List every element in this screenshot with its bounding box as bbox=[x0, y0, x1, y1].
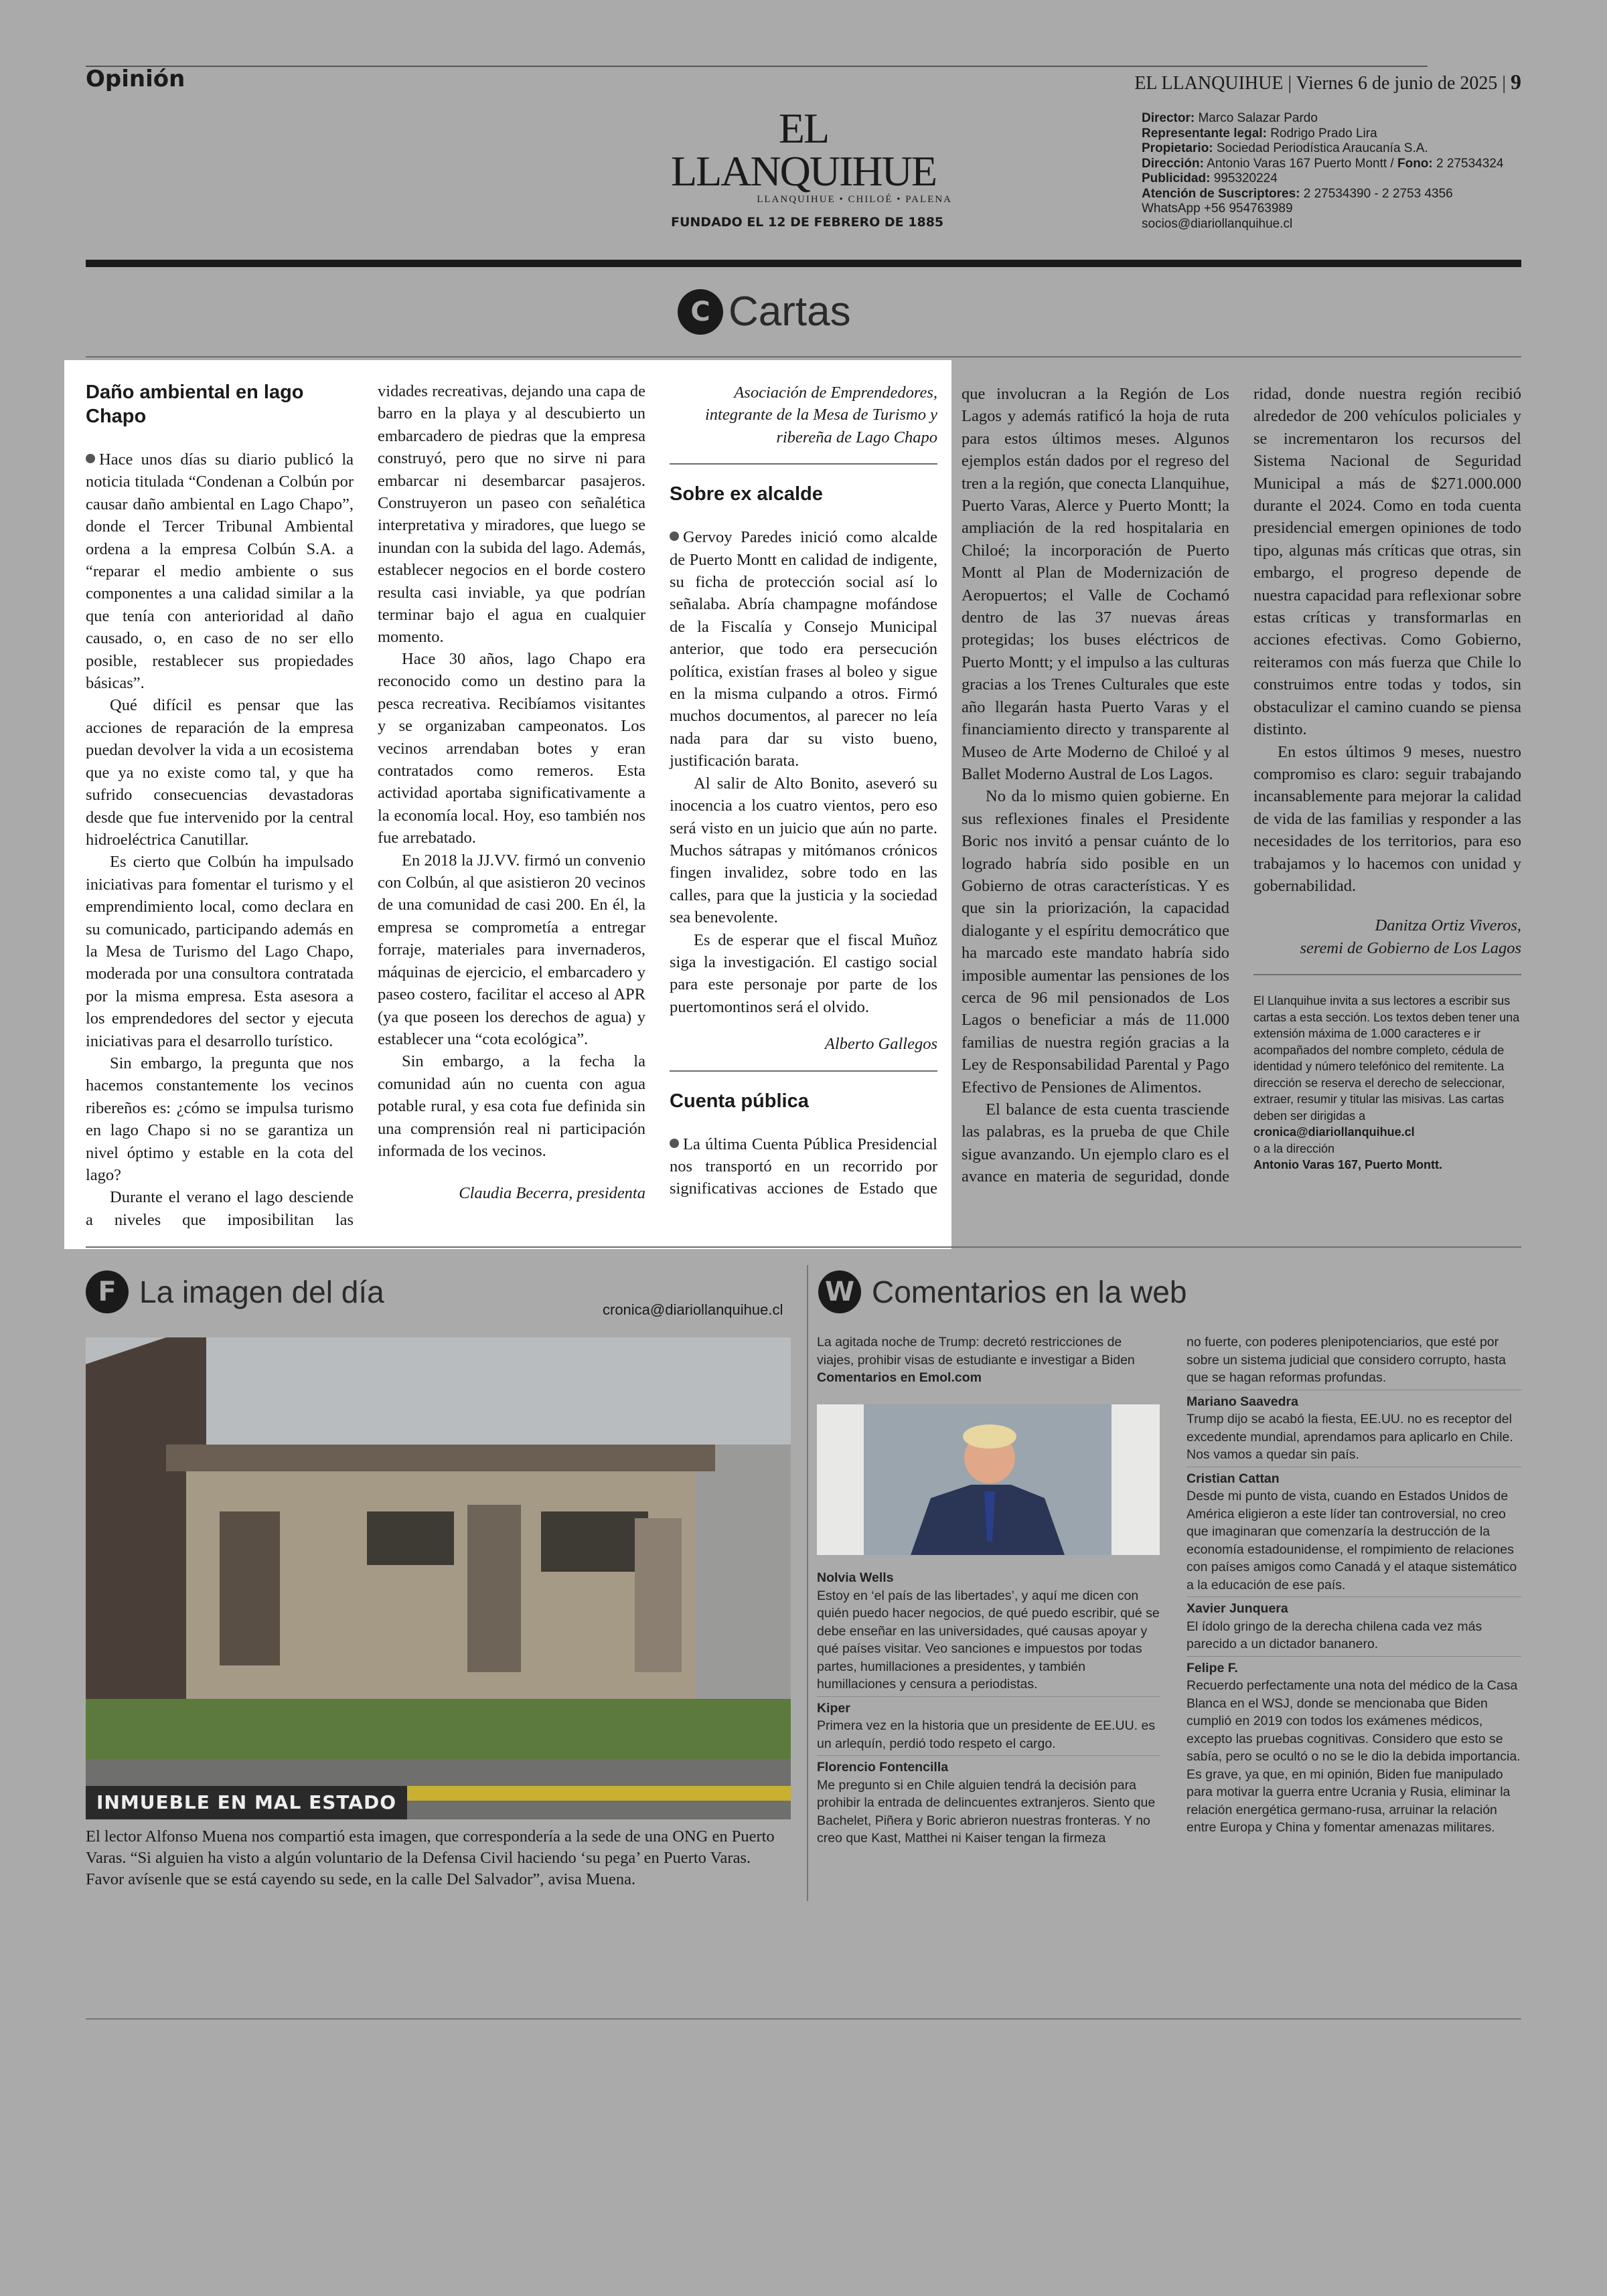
invite-address: Antonio Varas 167, Puerto Montt. bbox=[1253, 1158, 1443, 1172]
letter1-signature: Claudia Becerra, presidenta bbox=[459, 1184, 645, 1203]
letter2-p3: Es de esperar que el fiscal Muñoz siga la investigación. El castigo social para este personaje por parte de los puertomontinos será el olvido. bbox=[670, 930, 937, 1016]
masthead bbox=[649, 104, 958, 230]
photo-caption: El lector Alfonso Muena nos compartió esta imagen, que correspondería a la sede de una ONG en Puerto Varas. “Si alguien ha visto a algún voluntario de la Defensa Civil haciendo ‘su pega’ en Puerto Varas. Favor avísenle que se está cayendo su sede, en la calle Del Salvador”, avisa Muena. bbox=[86, 1827, 775, 1888]
comment-name: Xavier Junquera bbox=[1187, 1601, 1288, 1616]
comment-name: Felipe F. bbox=[1187, 1660, 1238, 1675]
comment-text: Me pregunto si en Chile alguien tendrá la decisión para prohibir la entrada de delincuentes extranjeros. Siento que Bachelet, Piñera y Boric abrieron nuestras fronteras. Y no creo que Kast, Matthei ni Kaiser tengan la firmeza bbox=[817, 1777, 1156, 1846]
comentarios-intro: La agitada noche de Trump: decretó restricciones de viajes, prohibir visas de estudiante e investigar a Biden bbox=[817, 1335, 1135, 1368]
letter3-p1-cont: que involucran a la Región de Los Lagos y además ratificó la hoja de ruta para estos últimos meses. Algunos ejemplos están dados por el regreso del tren a la región, que conecta Llanquihue, Puerto Varas, Alerce y Puerto Montt; la ampliación de la red hospitalaria en Chiloé; la incorporación de Puerto Montt al Plan de Modernización de Aeropuertos; el Valle de Cochamó dentro de las 37 nuevas áreas protegidas; los buses eléctricos de Puerto Montt; y el impulso a las culturas gracias a los Trenes Culturales que este año llegarán hasta Puerto Varas y el financiamiento directo y transparente al Museo de Arte Moderno de Chiloé y al Ballet Moderno Austral de Los Lagos. bbox=[962, 385, 1229, 783]
staff-email: socios@diariollanquihue.cl bbox=[1142, 216, 1293, 231]
cartas-title: Cartas bbox=[729, 289, 851, 335]
letter3-p2: No da lo mismo quien gobierne. En sus reflexiones finales el Presidente Boric nos invitó a pensar cuánto de lo logrado habría sido posible en un Gobierno de otras características. Y es que sin la priorización, la capacidad dialogante y el espíritu democrático que ha marcado este mandato habría sido imposible aumentar las pensiones de los cerca de 96 mil pensionados de Los Lagos o beneficiar a más de 11.000 familias de nuestra región gracias a la Ley de Responsabilidad Parental y Pago Efectivo de Pensiones de Alimentos. bbox=[962, 787, 1229, 1096]
staff-ads: Publicidad: 995320224 bbox=[1142, 171, 1278, 185]
letter1-headline: Daño ambiental en lago Chapo bbox=[86, 382, 304, 427]
comment-name: Cristian Cattan bbox=[1187, 1471, 1280, 1486]
comment-name: Mariano Saavedra bbox=[1187, 1394, 1298, 1409]
letter1-p5-cont: vidades recreativas, dejando una capa de barro en la playa y al descubierto un embarcadero de piedras que la empresa construyó, pero que no sirve ni para embarcar ni desembarcar pasajeros. Construyeron un paseo con señalética interpretativa y miradores, que luego se inundan con la subida del lago. Además, establecer negocios en el borde costero resulta casi inviable, ya que podrían terminar bajo el agua en cualquier momento. bbox=[378, 382, 645, 647]
comment-text: Primera vez en la historia que un presidente de EE.UU. es un arlequín, perdió todo respeto el cargo. bbox=[817, 1718, 1156, 1751]
photo-tag: INMUEBLE EN MAL ESTADO bbox=[86, 1786, 407, 1819]
letter1-col2 bbox=[378, 380, 645, 1205]
letter3-p4: En estos últimos 9 meses, nuestro compromiso es claro: seguir trabajando incansablemente para mejorar la calidad de vida de las familias y responder a las necesidades de los territorios, para eso trabajamos y lo hacemos con unidad y gobernabilidad. bbox=[1253, 742, 1521, 895]
imagen-f-icon: F bbox=[86, 1270, 129, 1313]
staff-whatsapp: WhatsApp +56 954763989 bbox=[1142, 201, 1293, 216]
letter3-p3-cont: ridad, donde nuestra región recibió alrededor de 200 vehículos policiales y se incrementaron los recursos del Sistema Nacional de Seguridad Municipal a más de $271.000.000 durante el 2024. Como en toda cuenta presidencial emergen opiniones de todo tipo, algunas más críticas que otras, sin embargo, el progreso depende de nuestra capacidad para reflexionar sobre estas críticas y transformarlas en acciones efectivas. Como Gobierno, reiteramos con más fuerza que Chile lo construimos entre todas y todos, sin obstaculizar el camino cuando se piensa distinto. bbox=[1253, 385, 1521, 739]
staff-legal: Representante legal: Rodrigo Prado Lira bbox=[1142, 126, 1377, 141]
letter1-p2: Qué difícil es pensar que las acciones de reparación de la empresa puedan devolver la vida a un ecosistema que ya no existe como tal, y que ha sufrido consecuencias devastadoras desde que fue intervenido por la central hidroeléctrica Canutillar. bbox=[86, 696, 354, 849]
comentarios-col1-list bbox=[817, 1569, 1160, 1848]
trump-photo bbox=[817, 1404, 1160, 1555]
building-illustration bbox=[86, 1337, 791, 1819]
letter1-p1: Hace unos días su diario publicó la noticia titulada “Condenan a Colbún por causar daño ambiental en Lago Chapo”, donde el Tercer Tribunal Ambiental ordena a la empresa Colbún S.A. a “reparar el medio ambiente o sus componentes a una calidad similar a la que tenía con anterioridad al daño causado, o, en caso de no ser ello posible, restablecer sus propiedades básicas”. bbox=[86, 450, 354, 693]
comment-name: Florencio Fontencilla bbox=[817, 1760, 949, 1775]
comment-text: Estoy en ‘el país de las libertades’, y aquí me dicen con quién puedo hacer negocios, de qué puedo escribir, qué se debe enseñar en las universidades, qué causas apoyar y qué países visitar. Veo sanciones e impuestos por todas partes, humillaciones a presidentes, y también humillaciones y censura a periodistas. bbox=[817, 1588, 1160, 1692]
comment-name: Kiper bbox=[817, 1700, 850, 1716]
comment-text: Desde mi punto de vista, cuando en Estados Unidos de América eligieron a este líder tan controversial, no creo que imaginaran que comenzaría la destrucción de la economía estadounidense, el rompimiento de relaciones con países amigos como Canadá y el ataque sistemático a la educación de ese país. bbox=[1187, 1489, 1517, 1592]
separator bbox=[817, 1696, 1160, 1697]
invite-email[interactable]: cronica@diariollanquihue.cl bbox=[1253, 1125, 1415, 1139]
comment-text: Recuerdo perfectamente una nota del médico de la Casa Blanca en el WSJ, donde se mencionaba que Biden cumplió en 2019 con todos los exámenes médicos, excepto las pruebas cognitivas. Considero que esto se sabía, pero se ocultó o no se le dio la debida importancia. Es grave, ya que, en mi opinión, Biden fue manipulado para motivar la guerra entre Ucrania y Rusia, eliminar la relación energética germano-rusa, arruinar la relación entre Europa y China y fomentar amenazas militares. bbox=[1187, 1678, 1521, 1835]
page-number: 9 bbox=[1511, 70, 1521, 94]
imagen-title: La imagen del día bbox=[139, 1275, 384, 1309]
dateline-date: Viernes 6 de junio de 2025 bbox=[1296, 73, 1498, 94]
staff-owner: Propietario: Sociedad Periodística Araucanía S.A. bbox=[1142, 141, 1428, 155]
letter3-col4 bbox=[962, 383, 1229, 1188]
letter3-p3: El balance de esta cuenta trasciende las palabras, es la prueba de que Chile sigue avanzando. Un ejemplo claro es el avance en materia de seguridad, donde bbox=[962, 1100, 1229, 1186]
top-rule bbox=[86, 66, 1428, 67]
staff-subscribers: Atención de Suscriptores: 2 27534390 - 2 2753 4356 bbox=[1142, 186, 1453, 201]
comentarios-w-icon: W bbox=[818, 1270, 861, 1313]
masthead-logo: EL LLANQUIHUE bbox=[671, 104, 936, 195]
letter3-headline: Cuenta pública bbox=[670, 1090, 809, 1112]
comment-text: Trump dijo se acabó la fiesta, EE.UU. no es receptor del excedente mundial, aprendamos para aplicarlo en Chile. Nos vamos a quedar sin país. bbox=[1187, 1412, 1513, 1462]
staff-address: Dirección: Antonio Varas 167 Puerto Montt / Fono: 2 27534324 bbox=[1142, 156, 1504, 171]
imagen-email[interactable]: cronica@diariollanquihue.cl bbox=[603, 1301, 783, 1318]
bullet-icon bbox=[670, 531, 679, 541]
building-photo bbox=[86, 1337, 791, 1819]
letter1-p6: Hace 30 años, lago Chapo era reconocido como un destino para la pesca recreativa. Recibíamos visitantes y se organizaban campeonatos. Los vecinos arrendaban botes y eran contratados como remeros. Esta actividad aportaba significativamente a la economía local. Hoy, eso también nos fue arrebatado. bbox=[378, 650, 645, 847]
cartas-c-icon: C bbox=[678, 289, 723, 335]
letter1-p3: Es cierto que Colbún ha impulsado iniciativas para fomentar el turismo y el emprendimiento local, como declara en su comunicado, participando además en la Mesa de Turismo del Lago Chapo, moderada por una consultora contratada por la misma empresa. Esta asesora a los emprendedores del sector y ejecuta iniciativas para el desarrollo turístico. bbox=[86, 853, 354, 1050]
separator bbox=[670, 1070, 937, 1072]
invite-text: El Llanquihue invita a sus lectores a escribir sus cartas a esta sección. Los textos deben tener una extensión máxima de 1.000 caracteres e ir acompañados del nombre completo, cédula de identidad y número telefónico del remitente. La dirección se reserva el derecho de seleccionar, extraer, resumir y titular las misivas. Las cartas deben ser dirigidas a bbox=[1253, 994, 1520, 1123]
comment-text-cont: no fuerte, con poderes plenipotenciarios, que esté por sobre un sistema judicial que considero corrupto, hasta que se hagan reformas profundas. bbox=[1187, 1335, 1506, 1385]
trump-illustration bbox=[817, 1404, 1160, 1555]
section-rule bbox=[86, 1246, 1521, 1248]
separator bbox=[1187, 1656, 1521, 1657]
letter1-col1 bbox=[86, 380, 354, 1231]
letter3-p1: La última Cuenta Pública Presidencial nos transportó en un recorrido por significativas acciones de Estado que bbox=[670, 1135, 937, 1198]
cartas-rule bbox=[86, 356, 1521, 357]
column-divider bbox=[807, 1265, 808, 1901]
letter1-p8: Sin embargo, a la fecha la comunidad aún no cuenta con agua potable rural, y esa cota fue definida sin una comprensión real ni participación informada de los vecinos. bbox=[378, 1052, 645, 1160]
section-label: Opinión bbox=[86, 66, 185, 92]
letter1-p5: Durante el verano el lago desciende a niveles que imposibilitan las bbox=[86, 1188, 354, 1229]
letter2-signature: Alberto Gallegos bbox=[824, 1035, 937, 1054]
separator bbox=[817, 1755, 1160, 1756]
letter2-p1: Gervoy Paredes inició como alcalde de Puerto Montt en calidad de indigente, su ficha de protección social así lo señalaba. Abría champagne mofándose de la Fiscalía y Consejo Municipal anterior, que todo era persecución política, existían frases al boleo y sigue en la misma culpando a otros. Firmó muchos documentos, al parecer no leía nada para dar su visto bueno, justificación barata. bbox=[670, 528, 937, 770]
separator bbox=[1253, 974, 1521, 975]
cartas-header bbox=[678, 288, 851, 335]
letter3-signature: Danitza Ortiz Viveros, bbox=[1375, 916, 1521, 935]
comentarios-col1 bbox=[817, 1333, 1160, 1387]
bullet-icon bbox=[670, 1139, 679, 1148]
bullet-icon bbox=[86, 454, 95, 463]
letter2-p2: Al salir de Alto Bonito, aseveró su inocencia a los cuatro vientos, pero eso será visto en un juicio que aún no parte. Muchos sátrapas y mitómanos crónicos fingen invalidez, sobre todo en las calles, para que la justicia y la sociedad sea benevolente. bbox=[670, 774, 937, 927]
separator bbox=[1187, 1596, 1521, 1597]
letter1-signature2: Asociación de Emprendedores, integrante de la Mesa de Turismo y ribereña de Lago Chapo bbox=[704, 384, 937, 446]
masthead-founded: FUNDADO EL 12 DE FEBRERO DE 1885 bbox=[671, 215, 944, 230]
letters-col3 bbox=[670, 382, 937, 1200]
dateline-paper: EL LLANQUIHUE bbox=[1134, 73, 1284, 94]
masthead-subtitle: LLANQUIHUE • CHILOÉ • PALENA bbox=[757, 194, 952, 205]
separator bbox=[670, 463, 937, 465]
invite-or: o a la dirección bbox=[1253, 1141, 1335, 1155]
letter1-p4: Sin embargo, la pregunta que nos hacemos constantemente los vecinos ribereños es: ¿cómo se impulsa turismo en lago Chapo si no se garantiza un nivel óptimo y estable en la cota del lago? bbox=[86, 1054, 354, 1184]
bottom-rule bbox=[86, 2018, 1521, 2020]
imagen-header bbox=[86, 1270, 384, 1313]
letter2-headline: Sobre ex alcalde bbox=[670, 483, 823, 505]
comment-text: El ídolo gringo de la derecha chilena cada vez más parecido a un dictador bananero. bbox=[1187, 1619, 1482, 1651]
masthead-rule bbox=[86, 260, 1521, 267]
comentarios-col2 bbox=[1187, 1333, 1521, 1837]
comentarios-title: Comentarios en la web bbox=[872, 1275, 1187, 1309]
comentarios-source: Comentarios en Emol.com bbox=[817, 1370, 982, 1385]
staff-director: Director: Marco Salazar Pardo bbox=[1142, 111, 1318, 125]
comment-name: Nolvia Wells bbox=[817, 1570, 894, 1585]
letter3-col5 bbox=[1253, 383, 1521, 1173]
letter1-p7: En 2018 la JJ.VV. firmó un convenio con Colbún, al que asistieron 20 vecinos de una comunidad de casi 200. En él, la empresa se comprometía a entregar forraje, materiales para invernaderos, máquinas de ejercicio, el embarcadero y paseo costero, facilitar el acceso al APR (ya que poseen los derechos de agua) y establecer una “cota ecológica”. bbox=[378, 851, 645, 1048]
letter3-signature2: seremi de Gobierno de Los Lagos bbox=[1300, 938, 1521, 957]
staff-box bbox=[1142, 111, 1503, 232]
dateline: EL LLANQUIHUE | Viernes 6 de junio de 2025 | 9 bbox=[1134, 70, 1521, 94]
comentarios-header bbox=[818, 1270, 1187, 1313]
invite-box bbox=[1253, 993, 1521, 1173]
